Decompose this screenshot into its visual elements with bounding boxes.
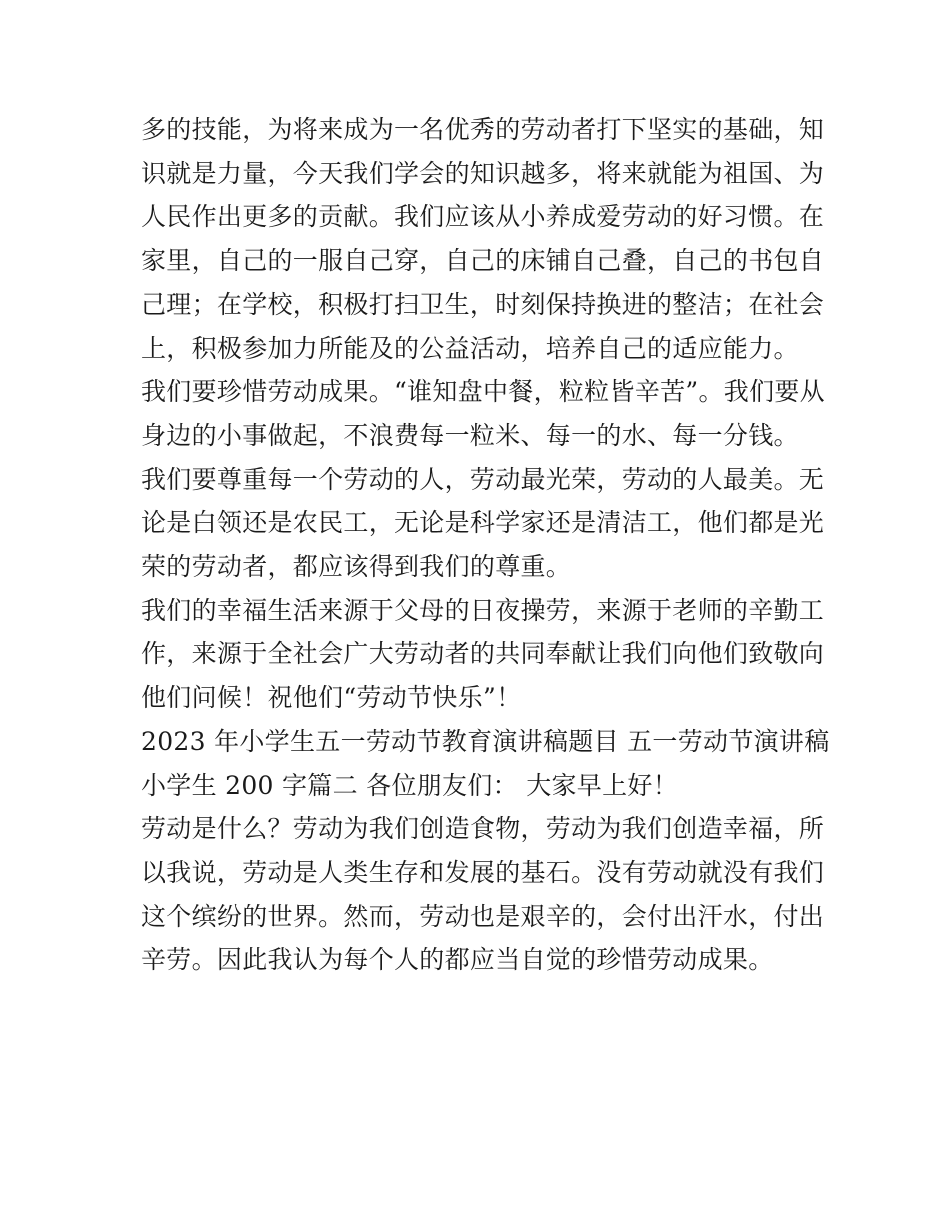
text-line: 识就是力量，今天我们学会的知识越多，将来就能为祖国、为: [141, 158, 825, 188]
text-line: 论是白领还是农民工，无论是科学家还是清洁工，他们都是光: [141, 508, 825, 538]
text-line: 多的技能，为将来成为一名优秀的劳动者打下坚实的基础，知: [141, 115, 825, 144]
text-line: 人民作出更多的贡献。我们应该从小养成爱劳动的好习惯。在: [141, 202, 825, 232]
text-line: 以我说，劳动是人类生存和发展的基石。没有劳动就没有我们: [141, 857, 825, 887]
text-line: 小学生 200 字篇二 各位朋友们： 大家早上好！: [141, 770, 679, 800]
text-line: 2023 年小学生五一劳动节教育演讲稿题目 五一劳动节演讲稿: [141, 726, 830, 756]
text-line: 作，来源于全社会广大劳动者的共同奉献让我们向他们致敬向: [141, 639, 825, 669]
text-line: 我们要尊重每一个劳动的人，劳动最光荣，劳动的人最美。无: [141, 464, 825, 494]
text-line: 身边的小事做起，不浪费每一粒米、每一的水、每一分钱。: [141, 420, 799, 450]
text-line: 他们问候！祝他们“劳动节快乐”！: [141, 683, 522, 713]
text-line: 上，积极参加力所能及的公益活动，培养自己的适应能力。: [141, 333, 799, 363]
text-line: 劳动是什么？劳动为我们创造食物，劳动为我们创造幸福，所: [141, 814, 825, 844]
text-line: 己理；在学校，积极打扫卫生，时刻保持换进的整洁；在社会: [141, 289, 825, 319]
text-line: 荣的劳动者，都应该得到我们的尊重。: [141, 552, 572, 582]
text-line: 这个缤纷的世界。然而，劳动也是艰辛的，会付出汗水，付出: [141, 901, 825, 931]
document-body: [141, 108, 830, 982]
text-line: 我们要珍惜劳动成果。“谁知盘中餐，粒粒皆辛苦”。我们要从: [141, 377, 825, 407]
text-line: 我们的幸福生活来源于父母的日夜操劳，来源于老师的辛勤工: [141, 595, 825, 625]
text-line: 辛劳。因此我认为每个人的都应当自觉的珍惜劳动成果。: [141, 945, 774, 975]
text-line: 家里，自己的一服自己穿，自己的床铺自己叠，自己的书包自: [141, 246, 825, 276]
